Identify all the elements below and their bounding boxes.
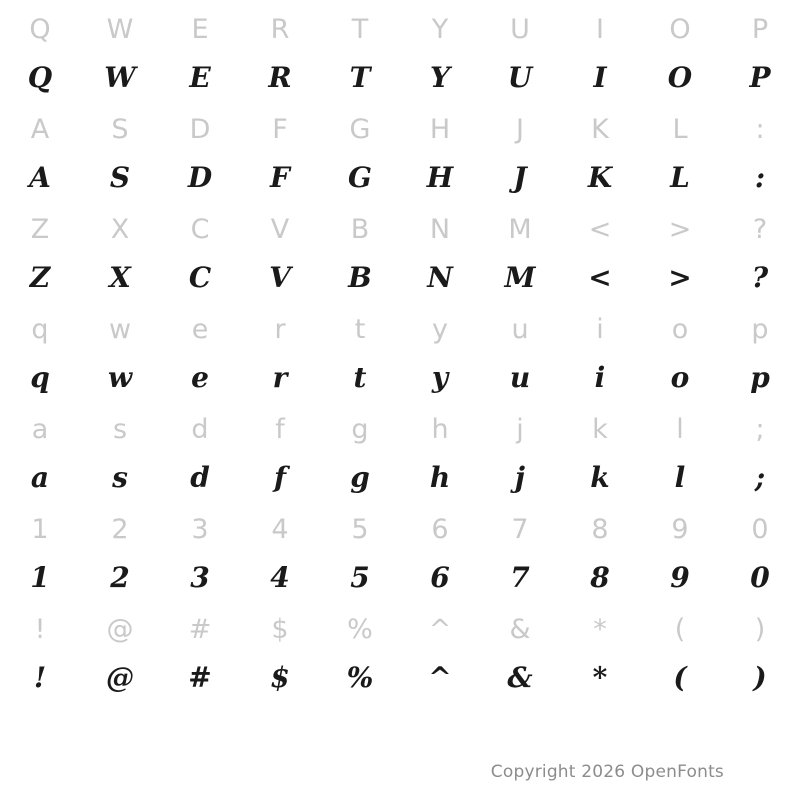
glyph-cell: P	[749, 61, 771, 94]
glyph-cell: Z	[29, 261, 51, 294]
glyph-cell: y	[432, 314, 448, 345]
glyph-cell: 1	[31, 514, 49, 545]
glyph-cell: $	[270, 661, 290, 694]
glyph-cell: F	[270, 161, 290, 194]
glyph-cell: R	[270, 14, 290, 45]
glyph-cell: 5	[351, 514, 369, 545]
glyph-cell: U	[507, 61, 533, 94]
copyright-text: Copyright 2026 OpenFonts	[490, 762, 724, 782]
glyph-cell: 3	[190, 561, 210, 594]
glyph-cell: i	[594, 361, 606, 394]
glyph-cell: f	[273, 461, 287, 494]
glyph-cell: W	[104, 61, 136, 94]
glyph-row-sample	[0, 204, 800, 254]
glyph-cell: J	[516, 114, 524, 145]
glyph-cell: U	[510, 14, 530, 45]
glyph-cell: #	[188, 614, 212, 645]
glyph-cell: @	[106, 661, 134, 694]
glyph-cell: B	[350, 214, 370, 245]
glyph-cell: !	[33, 661, 47, 694]
glyph-cell: f	[275, 414, 285, 445]
glyph-cell: L	[672, 114, 688, 145]
glyph-cell: O	[667, 61, 693, 94]
glyph-cell: 8	[591, 514, 609, 545]
glyph-cell: g	[351, 414, 369, 445]
glyph-cell: 0	[751, 514, 769, 545]
glyph-cell: Q	[27, 61, 53, 94]
glyph-cell: k	[592, 414, 608, 445]
glyph-cell: a	[30, 461, 50, 494]
glyph-cell: ^	[428, 661, 452, 694]
glyph-cell: O	[669, 14, 691, 45]
glyph-cell: 4	[270, 561, 290, 594]
glyph-cell: s	[112, 414, 128, 445]
glyph-cell: a	[31, 414, 49, 445]
glyph-cell: j	[516, 414, 524, 445]
glyph-cell: :	[755, 114, 765, 145]
glyph-row-preview	[0, 154, 800, 204]
glyph-cell: 6	[431, 514, 449, 545]
glyph-cell: ^	[428, 614, 452, 645]
glyph-cell: (	[673, 661, 687, 694]
glyph-cell: )	[754, 614, 766, 645]
glyph-cell: A	[30, 114, 50, 145]
glyph-cell: o	[670, 361, 690, 394]
glyph-cell: e	[191, 361, 209, 394]
glyph-cell: <	[588, 214, 612, 245]
glyph-cell: ?	[751, 261, 769, 294]
glyph-cell: C	[190, 214, 210, 245]
glyph-cell: 7	[510, 561, 530, 594]
glyph-cell: J	[513, 161, 527, 194]
glyph-row-sample	[0, 104, 800, 154]
glyph-cell: S	[111, 114, 129, 145]
glyph-cell: H	[429, 114, 451, 145]
glyph-cell: F	[272, 114, 288, 145]
glyph-row-sample	[0, 404, 800, 454]
glyph-cell: #	[188, 661, 212, 694]
glyph-cell: *	[592, 661, 608, 694]
glyph-cell: T	[349, 61, 371, 94]
glyph-cell: ;	[754, 461, 766, 494]
glyph-cell: 2	[110, 561, 130, 594]
glyph-cell: e	[191, 314, 209, 345]
glyph-cell: 8	[590, 561, 610, 594]
glyph-cell: 5	[350, 561, 370, 594]
glyph-row-preview	[0, 54, 800, 104]
glyph-cell: q	[30, 361, 50, 394]
glyph-row-preview	[0, 554, 800, 604]
glyph-cell: P	[751, 14, 769, 45]
glyph-cell: I	[593, 61, 607, 94]
glyph-cell: h	[429, 461, 451, 494]
glyph-cell: R	[268, 61, 292, 94]
glyph-cell: 0	[750, 561, 770, 594]
glyph-cell: j	[514, 461, 526, 494]
glyph-cell: y	[431, 361, 449, 394]
glyph-cell: N	[429, 214, 451, 245]
glyph-cell: A	[29, 161, 51, 194]
glyph-cell: k	[590, 461, 610, 494]
glyph-cell: V	[270, 214, 290, 245]
glyph-cell: t	[354, 314, 366, 345]
glyph-row-sample	[0, 4, 800, 54]
footer	[0, 762, 800, 782]
glyph-cell: W	[106, 14, 134, 45]
glyph-cell: B	[348, 261, 372, 294]
glyph-row-sample	[0, 604, 800, 654]
glyph-cell: p	[750, 361, 770, 394]
glyph-cell: 1	[30, 561, 50, 594]
glyph-cell: X	[109, 261, 131, 294]
glyph-cell: @	[106, 614, 134, 645]
glyph-row-preview	[0, 654, 800, 704]
glyph-cell: ?	[752, 214, 768, 245]
glyph-cell: *	[593, 614, 607, 645]
glyph-cell: o	[671, 314, 689, 345]
glyph-cell: r	[272, 361, 288, 394]
glyph-cell: h	[431, 414, 449, 445]
glyph-cell: M	[504, 261, 536, 294]
glyph-cell: )	[753, 661, 767, 694]
glyph-cell: 6	[430, 561, 450, 594]
glyph-cell: V	[269, 261, 291, 294]
glyph-cell: r	[274, 314, 286, 345]
glyph-cell: <	[588, 261, 612, 294]
glyph-row-sample	[0, 504, 800, 554]
glyph-cell: 9	[670, 561, 690, 594]
glyph-cell: 3	[191, 514, 209, 545]
glyph-cell: D	[189, 114, 211, 145]
glyph-cell: &	[507, 661, 533, 694]
glyph-cell: !	[34, 614, 46, 645]
glyph-cell: Q	[29, 14, 51, 45]
glyph-cell: I	[596, 14, 604, 45]
glyph-cell: G	[348, 161, 372, 194]
glyph-cell: T	[351, 14, 369, 45]
glyph-cell: Z	[30, 214, 50, 245]
glyph-row-preview	[0, 454, 800, 504]
glyph-row-preview	[0, 354, 800, 404]
glyph-cell: i	[596, 314, 604, 345]
glyph-cell: K	[587, 161, 613, 194]
glyph-cell: p	[751, 314, 769, 345]
glyph-cell: %	[346, 661, 374, 694]
glyph-cell: 9	[671, 514, 689, 545]
glyph-cell: S	[109, 161, 131, 194]
glyph-cell: Y	[431, 14, 449, 45]
glyph-cell: :	[754, 161, 766, 194]
glyph-cell: l	[676, 414, 684, 445]
glyph-cell: 7	[511, 514, 529, 545]
glyph-cell: >	[668, 261, 692, 294]
glyph-cell: C	[188, 261, 212, 294]
glyph-cell: L	[670, 161, 690, 194]
glyph-cell: Y	[430, 61, 450, 94]
glyph-cell: &	[509, 614, 531, 645]
glyph-cell: u	[509, 361, 531, 394]
glyph-row-sample	[0, 304, 800, 354]
glyph-cell: %	[347, 614, 373, 645]
glyph-cell: >	[668, 214, 692, 245]
glyph-cell: d	[191, 414, 209, 445]
glyph-cell: (	[674, 614, 686, 645]
glyph-cell: q	[31, 314, 49, 345]
glyph-cell: M	[508, 214, 532, 245]
glyph-row-preview	[0, 254, 800, 304]
glyph-cell: s	[112, 461, 128, 494]
glyph-cell: K	[591, 114, 609, 145]
glyph-cell: E	[189, 61, 211, 94]
glyph-cell: w	[107, 361, 133, 394]
glyph-cell: E	[191, 14, 209, 45]
glyph-cell: H	[426, 161, 454, 194]
glyph-cell: g	[350, 461, 370, 494]
glyph-cell: D	[187, 161, 213, 194]
glyph-cell: ;	[755, 414, 765, 445]
glyph-cell: t	[353, 361, 367, 394]
glyph-cell: 4	[271, 514, 289, 545]
glyph-cell: 2	[111, 514, 129, 545]
glyph-cell: $	[271, 614, 289, 645]
glyph-cell: w	[108, 314, 132, 345]
glyph-cell: N	[427, 261, 453, 294]
glyph-cell: X	[110, 214, 130, 245]
glyph-cell: G	[349, 114, 371, 145]
glyph-cell: u	[511, 314, 529, 345]
glyph-cell: d	[190, 461, 210, 494]
glyph-cell: l	[674, 461, 686, 494]
